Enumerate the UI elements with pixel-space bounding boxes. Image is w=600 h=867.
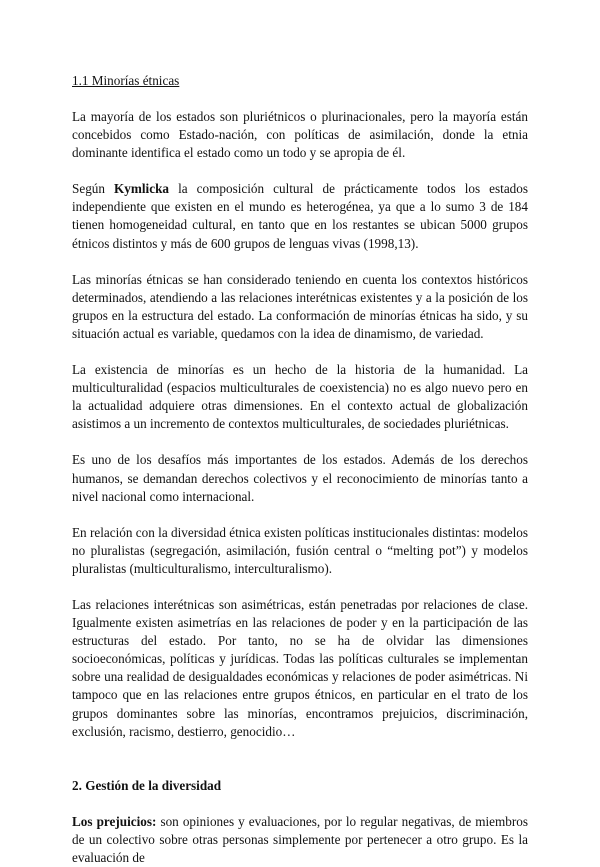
- paragraph-2: [72, 180, 528, 252]
- paragraph-3: Las minorías étnicas se han considerado teniendo en cuenta los contextos históricos determinados, atendiendo a las relaciones interétnicas existentes y a la posición de los grupos en la estructura del estado. La conformación de minorías étnicas ha sido, y su situación actual es variable, quedamos con la idea de dinamismo, de variedad.: [72, 271, 528, 341]
- paragraph-prejuicios: [72, 813, 528, 867]
- section-heading-minorias: 1.1 Minorías étnicas: [72, 73, 180, 88]
- section-heading-gestion: 2. Gestión de la diversidad: [72, 777, 222, 793]
- paragraph-7: Las relaciones interétnicas son asimétricas, están penetradas por relaciones de clase. Igualmente existen asimetrías en las relaciones de poder y en la participación de las estructuras del estado. Por tanto, no se ha de olvidar las dimensiones socioeconómicas, políticas y jurídicas. Todas las políticas culturales se implementan sobre una realidad de desigualdades económicas y relaciones de poder asimétricas. Ni tampoco que en las relaciones entre grupos étnicos, en particular en el trato de los grupos dominantes sobre las minorías, encontramos prejuicios, discriminación, exclusión, racismo, destierro, genocidio…: [72, 596, 528, 739]
- paragraph-1: La mayoría de los estados son pluriétnicos o plurinacionales, pero la mayoría están concebidos como Estado-nación, con políticas de asimilación, donde la etnia dominante identifica el estado como un todo y se apropia de él.: [72, 109, 528, 161]
- author-name-kymlicka: Kymlicka: [114, 181, 169, 197]
- paragraph-2-body: la composición cultural de prácticamente todos los estados independiente que existen en el mundo es heterogénea, ya que a lo sumo 3 de 184 tienen homogeneidad cultural, en tanto que en los restantes se ubican 5000 grupos étnicos distintos y más de 600 grupos de lenguas vivas (1998,13).: [72, 181, 528, 251]
- paragraph-2-prefix: Según: [72, 181, 115, 197]
- paragraph-5: Es uno de los desafíos más importantes de los estados. Además de los derechos humanos, se demandan derechos colectivos y el reconocimiento de minorías tanto a nivel nacional como internacional.: [72, 452, 528, 504]
- paragraph-4: La existencia de minorías es un hecho de la historia de la humanidad. La multiculturalidad (espacios multiculturales de coexistencia) no es algo nuevo pero en la actualidad adquiere otras dimensiones. En el contexto actual de globalización asistimos a un incremento de contextos multiculturales, de sociedades pluriétnicas.: [72, 362, 528, 432]
- paragraph-6: En relación con la diversidad étnica existen políticas institucionales distintas: modelos no pluralistas (segregación, asimilación, fusión central o “melting pot”) y modelos pluralistas (multiculturalismo, interculturalismo).: [72, 524, 528, 576]
- paragraph-prejuicios-body: son opiniones y evaluaciones, por lo regular negativas, de miembros de un colectivo sobre otras personas simplemente por pertenecer a otro grupo. Es la evaluación de: [72, 813, 528, 865]
- term-prejuicios: Los prejuicios:: [72, 813, 157, 829]
